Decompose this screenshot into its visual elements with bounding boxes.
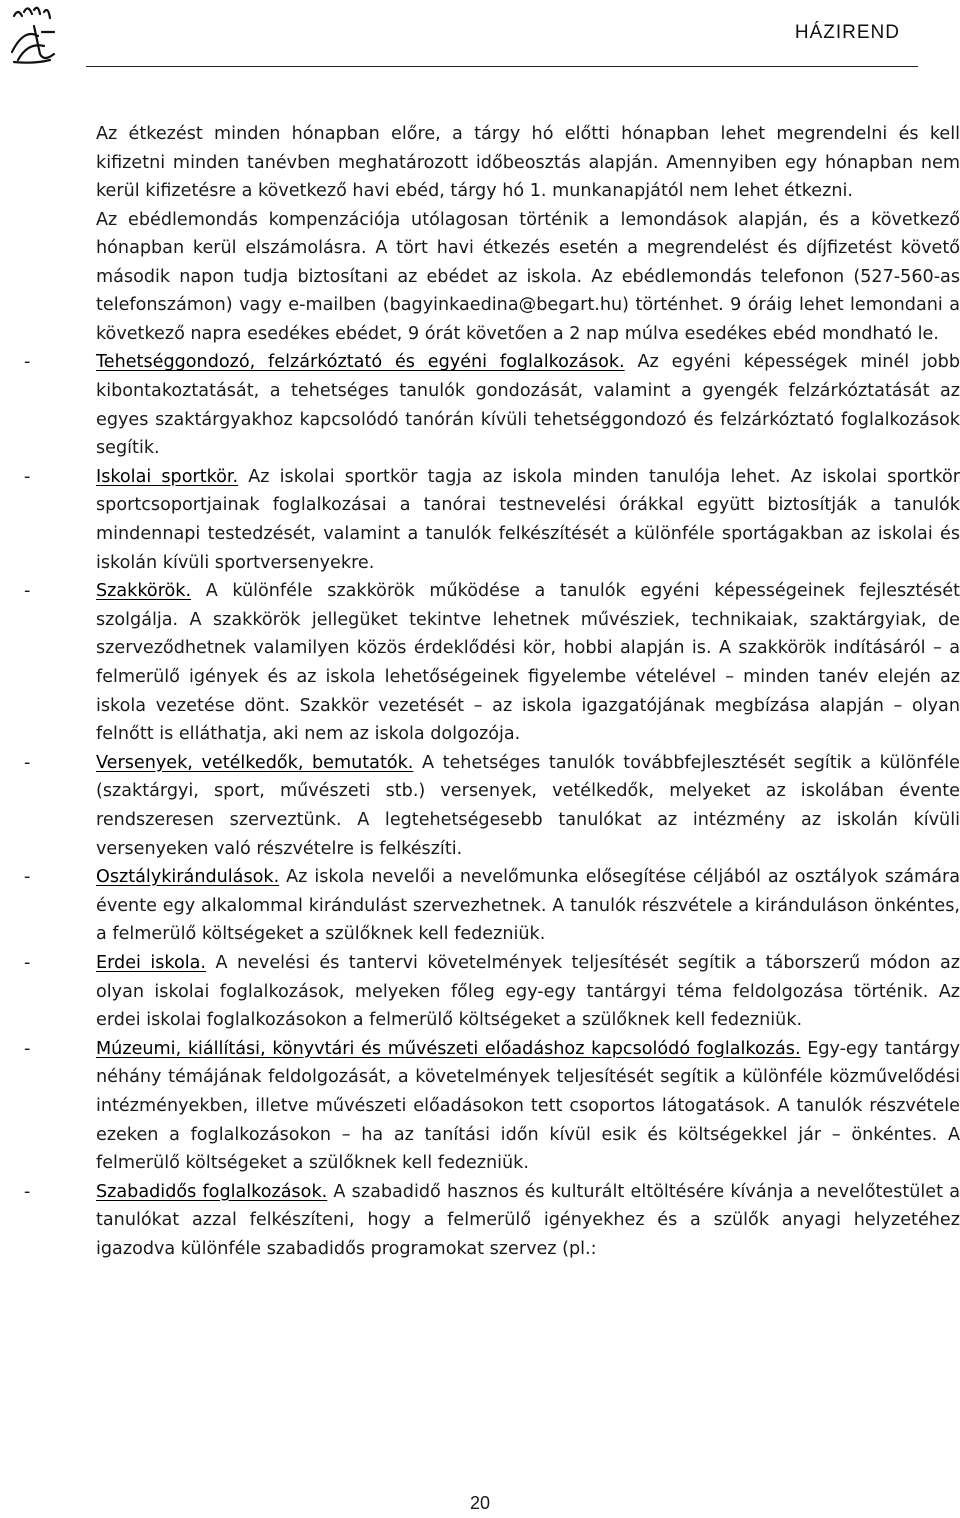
intro-paragraph: Az étkezést minden hónapban előre, a tárgy hó előtti hónapban lehet megrendelni és kell kifizetni minden tanévben meghatározott időbeosztás alapján. Amennyiben egy hónapban nem kerül kifizetésre a következő havi ebéd, tárgy hó 1. munkanapjától nem lehet étkezni. bbox=[96, 124, 960, 201]
item-text: A nevelési és tantervi követelmények teljesítését segítik a táborszerű módon az olyan iskolai foglalkozások, melyeken főleg egy-egy tantárgyi téma feldolgozása történik. Az erdei iskolai foglalkozásokon a felmerülő költségeket a szülőknek kell fedezniük. bbox=[96, 952, 960, 1031]
list-item bbox=[24, 348, 960, 462]
page-number: 20 bbox=[469, 1493, 491, 1513]
item-heading: Múzeumi, kiállítási, könyvtári és művészeti előadáshoz kapcsolódó foglalkozás. bbox=[96, 1038, 801, 1059]
item-text: Egy-egy tantárgy néhány témájának feldolgozását, a követelmények teljesítését segítik a különféle közművelődési intézményekben, illetve művészeti előadásokon tett csoportos látogatások. A tanulók részvétele ezeken a foglalkozásokon – ha az tanítási időn kívül esik és költségekkel jár – önkéntes. A felmerülő költségeket a szülőknek kell fedezniük. bbox=[96, 1038, 960, 1174]
item-heading: Versenyek, vetélkedők, bemutatók. bbox=[96, 752, 414, 773]
item-text: Az egyéni képességek minél jobb kibontakoztatását, a tehetséges tanulók gondozását, valamint a gyengék felzárkóztatását az egyes szaktárgyakhoz kapcsolódó tanórán kívüli tehetséggondozó és felzárkóztató foglalkozások segítik. bbox=[96, 352, 960, 459]
school-logo-icon bbox=[4, 2, 68, 68]
list-dash: - bbox=[24, 466, 31, 487]
item-text: A tehetséges tanulók továbbfejlesztését segítik a különféle (szaktárgyi, sport, művészeti stb.) versenyek, vetélkedők, melyeket az iskolában évente rendszeresen szerveztünk. A legtehetségesebb tanulókat az intézmény az iskolán kívüli versenyeken való részvételre is felkészíti. bbox=[96, 752, 960, 859]
item-heading: Tehetséggondozó, felzárkóztató és egyéni foglalkozások. bbox=[96, 352, 625, 373]
item-text: Az iskola nevelői a nevelőmunka elősegítése céljából az osztályok számára évente egy alkalommal kirándulást szervezhetnek. A tanulók részvétele a kiránduláson önkéntes, a felmerülő költségeket a szülőknek kell fedezniük. bbox=[96, 867, 960, 945]
list-item bbox=[24, 1035, 960, 1178]
item-heading: Osztálykirándulások. bbox=[96, 867, 280, 888]
list-item bbox=[24, 1178, 960, 1264]
header-title: HÁZIREND bbox=[794, 22, 900, 43]
item-heading: Szabadidős foglalkozások. bbox=[96, 1181, 328, 1202]
list-dash: - bbox=[24, 867, 31, 888]
list-item bbox=[24, 749, 960, 863]
item-text: Az iskolai sportkör tagja az iskola minden tanulója lehet. Az iskolai sportkör sportcsoportjainak foglalkozásai a tanórai testnevelési órákkal együtt biztosítják a tanulók mindennapi testedzését, valamint a tanulók felkészítését a különféle sportágakban az iskolai és iskolán kívüli sportversenyekre. bbox=[96, 466, 960, 573]
header-divider bbox=[86, 66, 918, 67]
list-dash: - bbox=[24, 1038, 31, 1059]
list-item bbox=[24, 863, 960, 949]
list-dash: - bbox=[24, 752, 31, 773]
item-heading: Szakkörök. bbox=[96, 581, 192, 602]
item-text: A különféle szakkörök működése a tanulók egyéni képességeinek fejlesztését szolgálja. A szakkörök jellegüket tekintve lehetnek művésziek, technikaiak, szaktárgyiak, de szerveződhetnek valamilyen közös érdeklődési kör, hobbi alapján is. A szakkörök indításáról – a felmerülő igények és az iskola lehetőségeinek figyelembe vételével – minden tanév elején az iskola vezetése dönt. Szakkör vezetését – az iskola igazgatójának megbízása alapján – olyan felnőtt is elláthatja, aki nem az iskola dolgozója. bbox=[96, 581, 960, 745]
item-heading: Iskolai sportkör. bbox=[96, 466, 239, 487]
list-item bbox=[24, 577, 960, 749]
list-dash: - bbox=[24, 952, 31, 973]
list-dash: - bbox=[24, 581, 31, 602]
list-item bbox=[24, 949, 960, 1035]
item-text: A szabadidő hasznos és kulturált eltöltésére kívánja a nevelőtestület a tanulókat azzal felkészíteni, hogy a felmerülő igényekhez és a szülők anyagi helyzetéhez igazodva különféle szabadidős programokat szervez (pl.: bbox=[96, 1181, 960, 1259]
intro-paragraph: Az ebédlemondás kompenzációja utólagosan történik a lemondások alapján, és a következő hónapban kerül elszámolásra. A tört havi étkezés esetén a megrendelést és díjfizetést követő második napon tudja biztosítani az ebédet az iskola. Az ebédlemondás telefonon (527-560-as telefonszámon) vagy e-mailben (bagyinkaedina@begart.hu) történhet. 9 óráig lehet lemondani a következő napra esedékes ebédet, 9 órát követően a 2 nap múlva esedékes ebéd mondható le. bbox=[96, 209, 960, 344]
list-item bbox=[24, 463, 960, 577]
list-dash: - bbox=[24, 1181, 31, 1202]
item-heading: Erdei iskola. bbox=[96, 952, 207, 973]
list-dash: - bbox=[24, 352, 31, 373]
document-body bbox=[24, 120, 960, 1263]
